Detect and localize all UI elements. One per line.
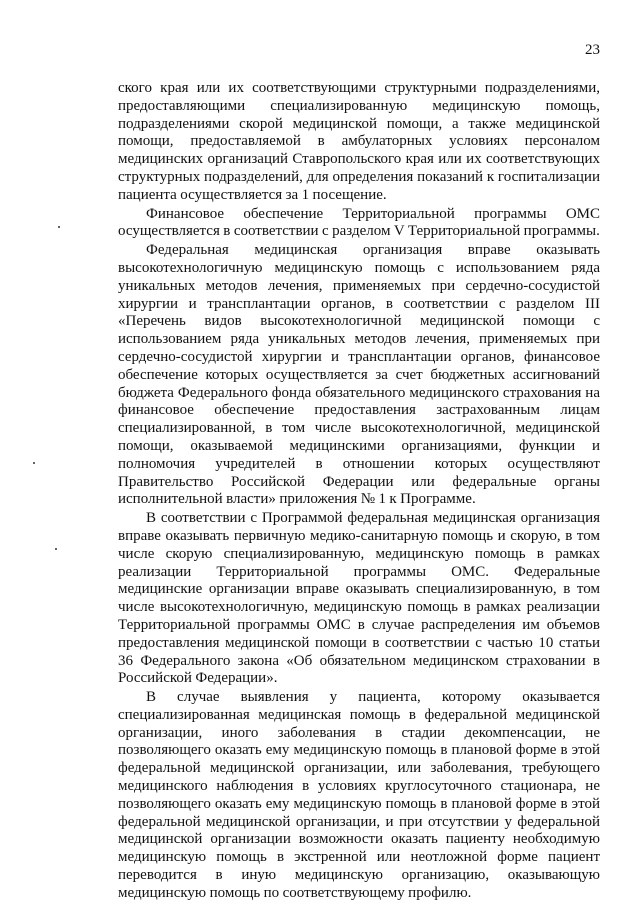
scan-speck (58, 226, 60, 228)
scan-speck (55, 548, 57, 550)
page-number: 23 (585, 42, 600, 58)
document-body (118, 80, 600, 904)
paragraph-continuation: ского края или их соответствующими структурными подразделениями, предоставляющими специализированную медицинскую помощь, подразделениями скорой медицинской помощи, а также медицинской помощи, предоставляемой в амбулаторных условиях персоналом медицинских организаций Ставропольского края или их соответствующих структурных подразделений, для определения показаний к госпитализации пациента осуществляется за 1 посещение. (118, 80, 600, 203)
paragraph-financing: Финансовое обеспечение Территориальной программы ОМС осуществляется в соответствии с разделом V Территориальной программы. (118, 205, 600, 240)
scan-speck (33, 462, 35, 464)
paragraph-patient-transfer: В случае выявления у пациента, которому оказывается специализированная медицинская помощь в федеральной медицинской организации, иного заболевания в стадии декомпенсации, не позволяющего оказать ему медицинскую помощь в плановой форме в этой федеральной медицинской организации, или заболевания, требующего медицинского наблюдения в условиях круглосуточного стационара, не позволяющего оказать ему медицинскую помощь в плановой форме в этой федеральной медицинской организации, и при отсутствии у федеральной медицинской организации возможности оказать пациенту необходимую медицинскую помощь в экстренной или неотложной форме пациент переводится в иную медицинскую организацию, оказывающую медицинскую помощь по соответствующему профилю. (118, 689, 600, 901)
paragraph-federal-high-tech: Федеральная медицинская организация вправе оказывать высокотехнологичную медицинскую помощь с использованием ряда уникальных методов лечения, применяемых при сердечно-сосудистой хирургии и трансплантации органов, в соответствии с разделом III «Перечень видов высокотехнологичной медицинской помощи с использованием ряда уникальных методов лечения, применяемых при сердечно-сосудистой хирургии и трансплантации органов, финансовое обеспечение которых осуществляется за счет бюджетных ассигнований бюджета Федерального фонда обязательного медицинского страхования на финансовое обеспечение предоставления застрахованным лицам специализированной, в том числе высокотехнологичной, медицинской помощи, оказываемой медицинскими организациями, функции и полномочия учредителей в отношении которых осуществляют Правительство Российской Федерации или федеральные органы исполнительной власти» приложения № 1 к Программе. (118, 242, 600, 508)
paragraph-program-compliance: В соответствии с Программой федеральная медицинская организация вправе оказывать первичную медико-санитарную помощь и скорую, в том числе скорую специализированную, медицинскую помощь в рамках реализации Территориальной программы ОМС. Федеральные медицинские организации вправе оказывать специализированную, в том числе высокотехнологичную, медицинскую помощь в рамках реализации Территориальной программы ОМС в случае распределения им объемов предоставления медицинской помощи в соответствии с частью 10 статьи 36 Федерального закона «Об обязательном медицинском страховании в Российской Федерации». (118, 510, 600, 687)
